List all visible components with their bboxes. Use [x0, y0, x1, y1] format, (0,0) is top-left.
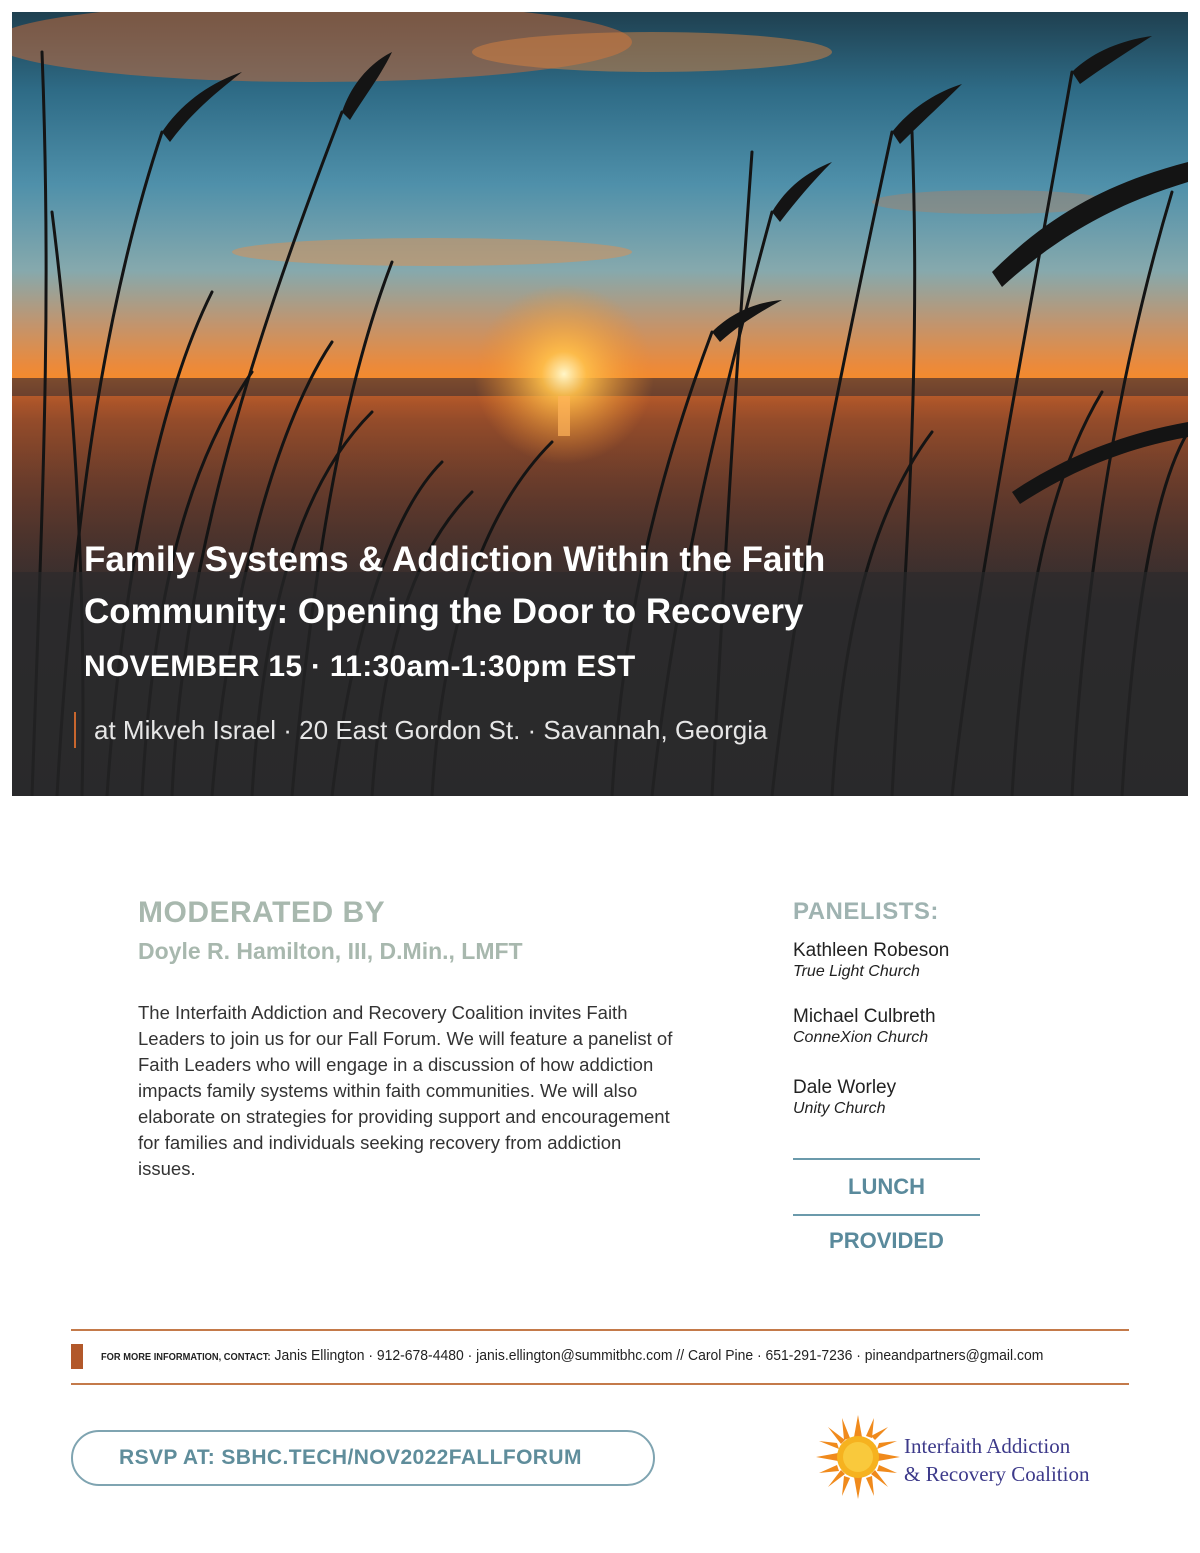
contact-label: FOR MORE INFORMATION, CONTACT:	[101, 1352, 271, 1363]
moderated-by-heading: MODERATED BY	[138, 896, 386, 929]
logo-line1: Interfaith Addiction	[904, 1434, 1071, 1458]
panelist-church: True Light Church	[793, 963, 920, 980]
contact-info	[101, 1347, 1043, 1364]
event-date: NOVEMBER 15 · 11:30am-1:30pm EST	[84, 650, 636, 683]
moderator-name: Doyle R. Hamilton, III, D.Min., LMFT	[138, 938, 523, 964]
panelist-item	[793, 1077, 896, 1119]
event-location: at Mikveh Israel · 20 East Gordon St. · Savannah, Georgia	[74, 712, 767, 748]
contact-bar	[71, 1329, 1129, 1385]
panelists-heading: PANELISTS:	[793, 898, 939, 925]
panelist-name: Dale Worley	[793, 1077, 897, 1098]
panelist-name: Michael Culbreth	[793, 1006, 936, 1027]
event-title-line2: Community: Opening the Door to Recovery	[84, 592, 804, 631]
rsvp-link[interactable]: RSVP AT: SBHC.TECH/NOV2022FALLFORUM	[71, 1430, 655, 1486]
hero-banner	[12, 12, 1188, 796]
panelist-name: Kathleen Robeson	[793, 940, 950, 961]
lunch-provided-badge: LUNCH PROVIDED	[793, 1158, 980, 1216]
panelist-church: ConneXion Church	[793, 1029, 929, 1046]
panelist-item	[793, 940, 949, 982]
contact-details[interactable]: Janis Ellington · 912-678-4480 · janis.ellington@summitbhc.com // Carol Pine · 651-291-7236 · pineandpartners@gmail.com	[274, 1347, 1044, 1364]
logo-line2: & Recovery Coalition	[904, 1462, 1090, 1486]
event-title	[84, 534, 984, 638]
sun-logo-icon	[816, 1415, 900, 1499]
contact-accent-mark	[71, 1344, 83, 1369]
coalition-logo-text	[904, 1432, 1089, 1488]
event-description: The Interfaith Addiction and Recovery Coalition invites Faith Leaders to join us for our Fall Forum. We will feature a panelist of Faith Leaders who will engage in a discussion of how addiction impacts family systems within faith communities. We will also elaborate on strategies for providing support and encouragement for families and individuals seeking recovery from addiction issues.	[138, 1002, 673, 1179]
event-title-line1: Family Systems & Addiction Within the Faith	[84, 540, 826, 579]
panelist-church: Unity Church	[793, 1100, 886, 1117]
panelist-item	[793, 1006, 936, 1048]
